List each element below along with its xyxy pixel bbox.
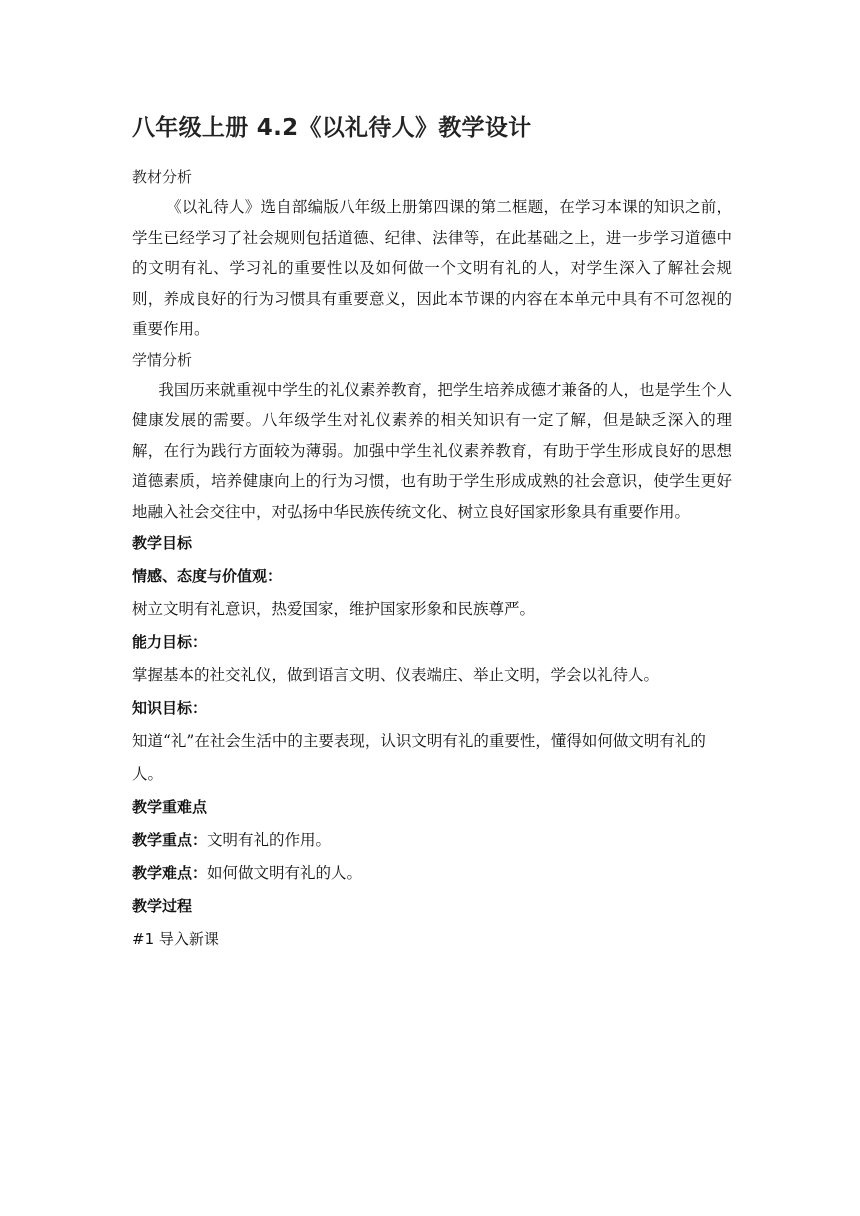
- key-points-heading: 教学重难点: [132, 798, 208, 816]
- document-title: 八年级上册 4.2《以礼待人》教学设计: [132, 115, 532, 141]
- student-analysis-heading: 学情分析: [132, 350, 193, 369]
- difficult-point-text: 如何做文明有礼的人。: [207, 864, 363, 882]
- knowledge-goal-heading: 知识目标：: [132, 699, 208, 717]
- student-analysis-text: 我国历来就重视中学生的礼仪素养教育，把学生培养成德才兼备的人，也是学生个人健康发展的需要。八年级学生对礼仪素养的相关知识有一定了解，但是缺乏深入的理解，在行为践行方面较为薄弱。加强中学生礼仪素养教育，有助于学生形成良好的思想道德素质，培养健康向上的行为习惯，也有助于学生形成成熟的社会意识，使学生更好地融入社会交往中，对弘扬中华民族传统文化、树立良好国家形象具有重要作用。: [132, 380, 732, 521]
- difficult-point-label: 教学难点：: [132, 864, 208, 882]
- emotion-goal-text: 树立文明有礼意识，热爱国家，维护国家形象和民族尊严。: [132, 600, 536, 618]
- knowledge-goal-text: 知道“礼”在社会生活中的主要表现，认识文明有礼的重要性，懂得如何做文明有礼的人。: [132, 732, 706, 783]
- textbook-analysis-text: 《以礼待人》选自部编版八年级上册第四课的第二框题，在学习本课的知识之前，学生已经学习了社会规则包括道德、纪律、法律等，在此基础之上，进一步学习道德中的文明有礼、学习礼的重要性以及如何做一个文明有礼的人，对学生深入了解社会规则，养成良好的行为习惯具有重要意义，因此本节课的内容在本单元中具有不可忽视的重要作用。: [132, 198, 732, 338]
- goals-heading: 教学目标: [132, 534, 193, 552]
- document-body: [132, 112, 732, 956]
- process-step-1: #1 导入新课: [132, 930, 219, 948]
- key-point-label: 教学重点：: [132, 831, 208, 849]
- ability-goal-heading: 能力目标：: [132, 633, 208, 651]
- key-point-line: [132, 824, 732, 857]
- ability-goal-text: 掌握基本的社交礼仪，做到语言文明、仪表端庄、举止文明，学会以礼待人。: [132, 666, 660, 684]
- emotion-goal-heading: 情感、态度与价值观：: [132, 567, 283, 585]
- process-heading: 教学过程: [132, 897, 193, 915]
- textbook-analysis-heading: 教材分析: [132, 168, 193, 186]
- difficult-point-line: [132, 857, 732, 890]
- key-point-text: 文明有礼的作用。: [207, 831, 332, 849]
